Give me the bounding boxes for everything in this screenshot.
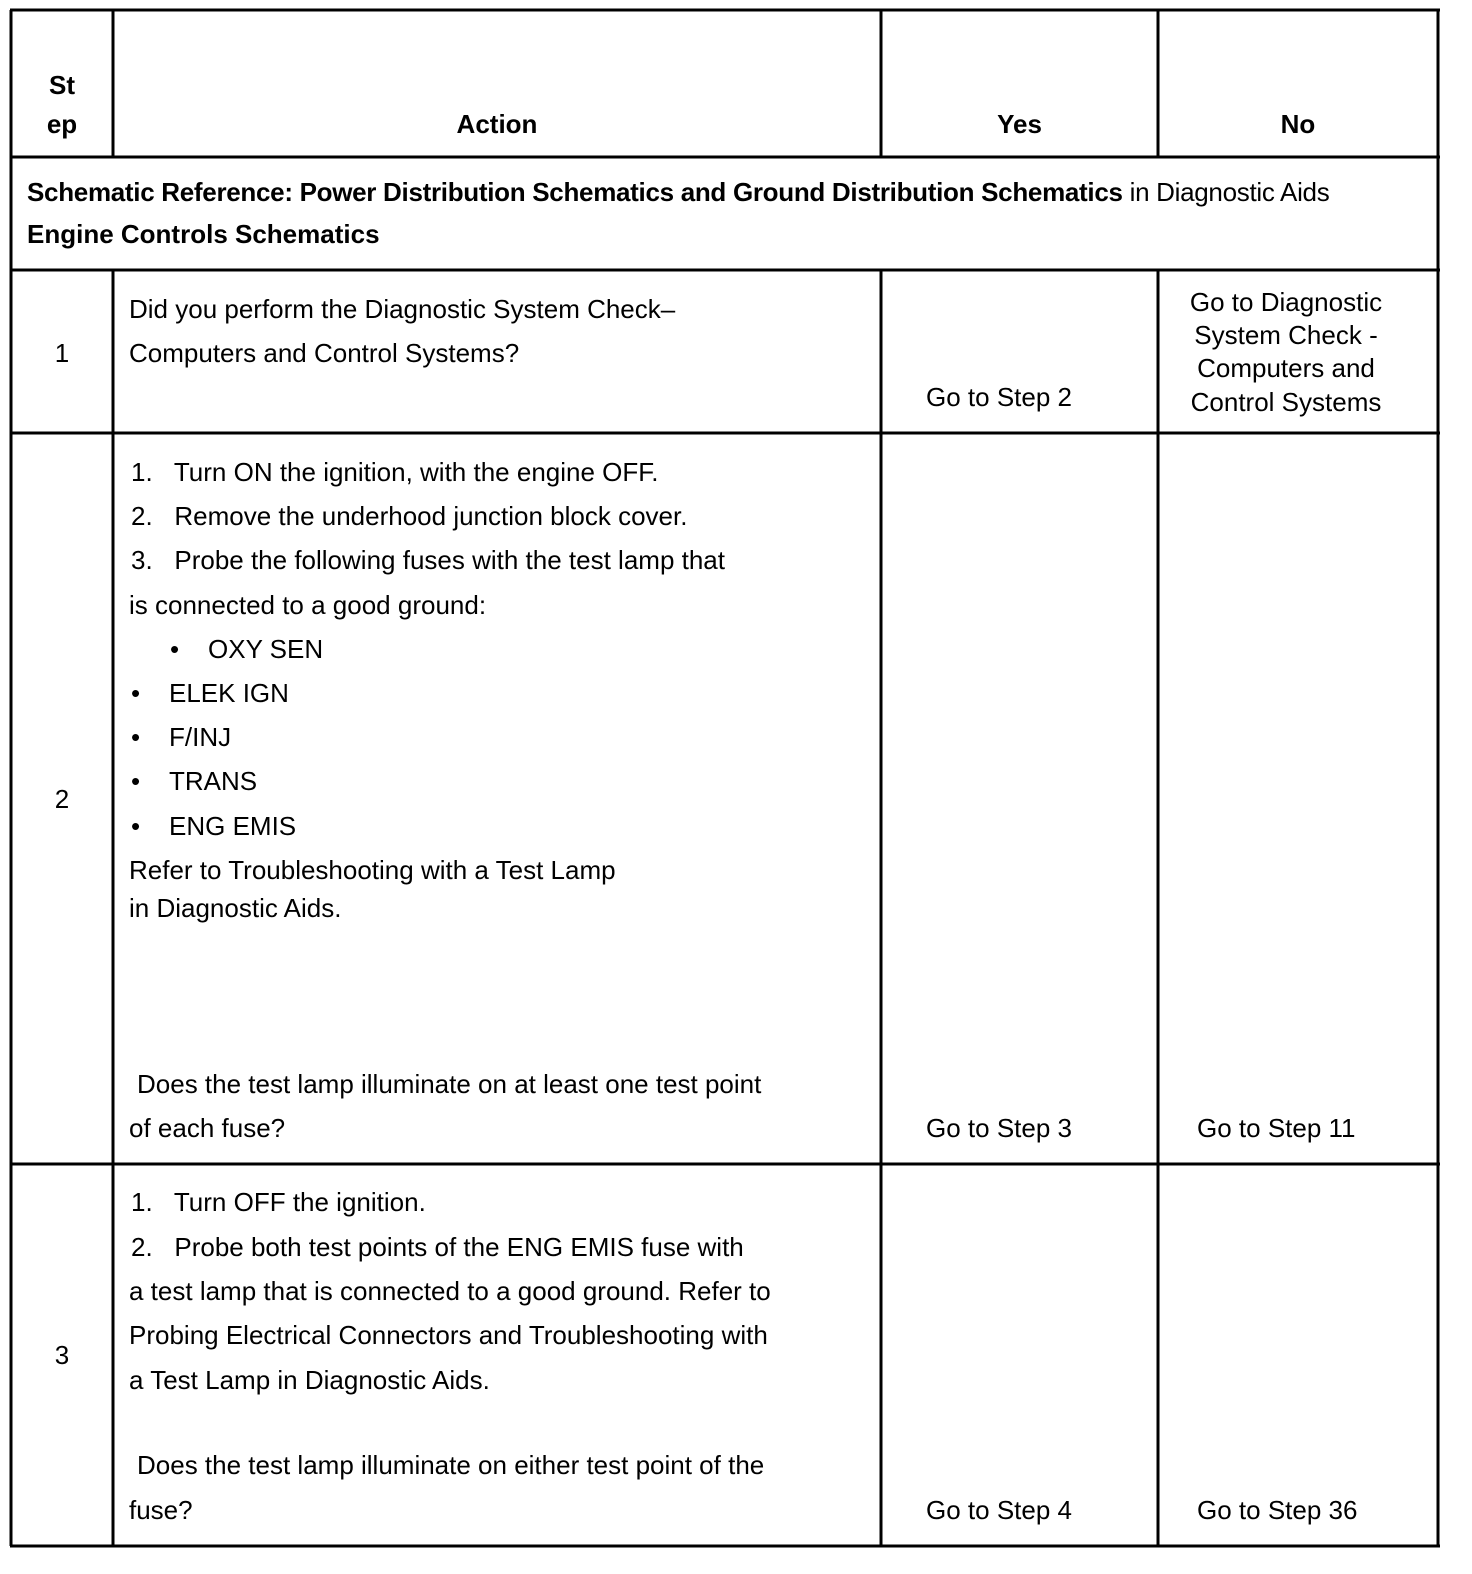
- action-question: of each fuse?: [129, 1113, 286, 1143]
- no-result: Go to Step 11: [1197, 1113, 1356, 1143]
- no-result-line: Go to Diagnostic: [1189, 287, 1383, 317]
- fuse-item: ENG EMIS: [169, 811, 297, 841]
- header-no: No: [1280, 109, 1316, 139]
- action-line: Refer to Troubleshooting with a Test Lamp: [129, 855, 616, 885]
- yes-result: Go to Step 3: [926, 1113, 1072, 1143]
- header-step-line2: ep: [46, 109, 78, 139]
- action-question: fuse?: [129, 1495, 193, 1525]
- step-number: 1: [54, 338, 70, 368]
- action-line: a Test Lamp in Diagnostic Aids.: [129, 1365, 490, 1395]
- schematic-reference-normal: in Diagnostic Aids: [1129, 177, 1330, 207]
- fuse-item: F/INJ: [169, 722, 232, 752]
- action-line: 2. Probe both test points of the ENG EMIS fuse with: [131, 1232, 744, 1262]
- action-line: in Diagnostic Aids.: [129, 893, 342, 923]
- schematic-reference-line1: [27, 179, 1329, 205]
- bullet-icon: •: [131, 722, 141, 752]
- fuse-item: ELEK IGN: [169, 678, 289, 708]
- no-result-line: System Check -: [1194, 320, 1378, 350]
- action-line: 2. Remove the underhood junction block cover.: [131, 501, 688, 531]
- no-result-line: Computers and: [1197, 353, 1375, 383]
- step-number: 2: [54, 784, 70, 814]
- schematic-reference-line2: Engine Controls Schematics: [27, 219, 380, 249]
- action-line: a test lamp that is connected to a good ground. Refer to: [129, 1276, 771, 1306]
- action-line: is connected to a good ground:: [129, 590, 487, 620]
- action-line: 1. Turn ON the ignition, with the engine OFF.: [131, 457, 659, 487]
- bullet-icon: •: [131, 811, 141, 841]
- fuse-item: OXY SEN: [208, 634, 324, 664]
- yes-result: Go to Step 2: [926, 382, 1072, 412]
- bullet-icon: •: [170, 634, 180, 664]
- header-step-line1: St: [49, 70, 75, 100]
- action-line: 3. Probe the following fuses with the test lamp that: [131, 545, 725, 575]
- no-result: Go to Step 36: [1197, 1495, 1358, 1525]
- action-line: Did you perform the Diagnostic System Check–: [129, 294, 676, 324]
- action-line: 1. Turn OFF the ignition.: [131, 1187, 426, 1217]
- no-result-line: Control Systems: [1190, 387, 1382, 417]
- action-question: Does the test lamp illuminate on either test point of the: [137, 1450, 765, 1480]
- header-action: Action: [456, 109, 538, 139]
- fuse-item: TRANS: [169, 766, 258, 796]
- action-line: Computers and Control Systems?: [129, 338, 520, 368]
- bullet-icon: •: [131, 678, 141, 708]
- schematic-reference-bold: Schematic Reference: Power Distribution Schematics and Ground Distribution Schematics: [27, 177, 1123, 207]
- yes-result: Go to Step 4: [926, 1495, 1072, 1525]
- header-yes: Yes: [997, 109, 1042, 139]
- action-question: Does the test lamp illuminate on at least one test point: [137, 1069, 762, 1099]
- action-line: Probing Electrical Connectors and Troubleshooting with: [129, 1320, 768, 1350]
- bullet-icon: •: [131, 766, 141, 796]
- step-number: 3: [54, 1340, 70, 1370]
